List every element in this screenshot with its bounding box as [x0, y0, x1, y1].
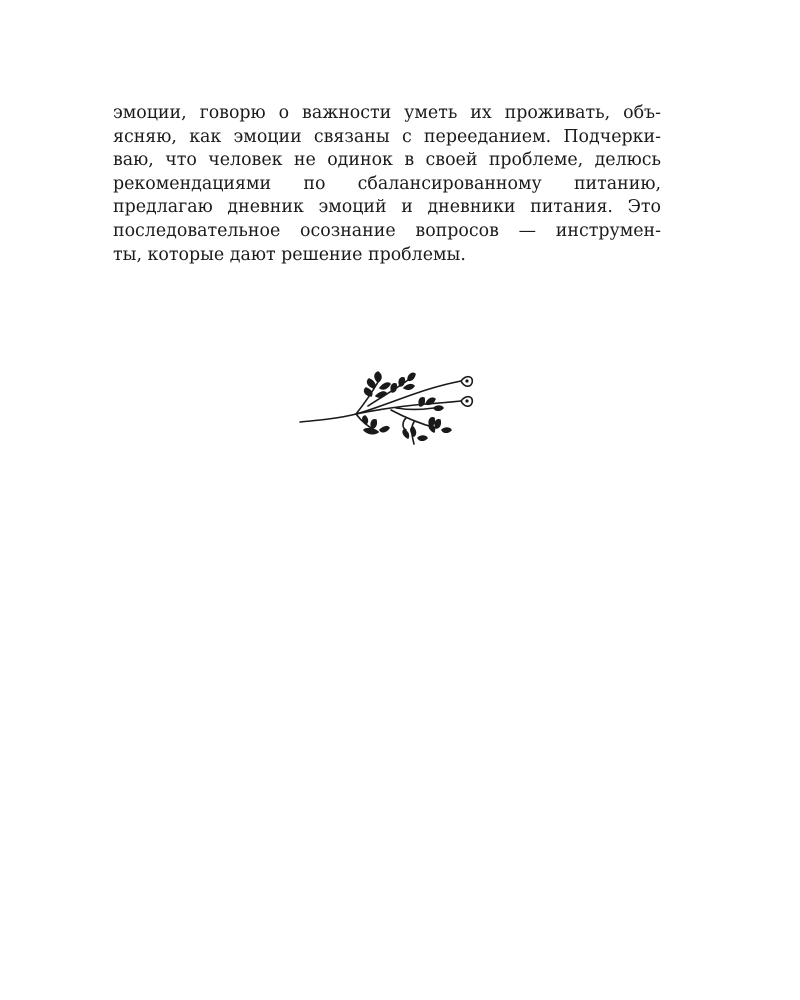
paragraph-line-7: ты, которые дают решение проблемы. [113, 244, 466, 265]
paragraph-line-1: эмоции, говорю о важности уметь их проживать, объ- [113, 103, 661, 123]
paragraph-line-6: последовательное осознание вопросов — инструмен- [113, 220, 661, 241]
paragraph-line-2: ясняю, как эмоции связаны с перееданием. Подчерки- [113, 126, 661, 147]
paragraph-line-4: рекомендациями по сбалансированному питанию, [113, 173, 661, 194]
body-paragraph [113, 102, 661, 267]
paragraph-line-5: предлагаю дневник эмоций и дневники питания. Это [113, 197, 661, 218]
paragraph-line-3: ваю, что человек не одинок в своей проблеме, делюсь [113, 150, 661, 171]
botanical-sprig-icon [296, 366, 478, 448]
